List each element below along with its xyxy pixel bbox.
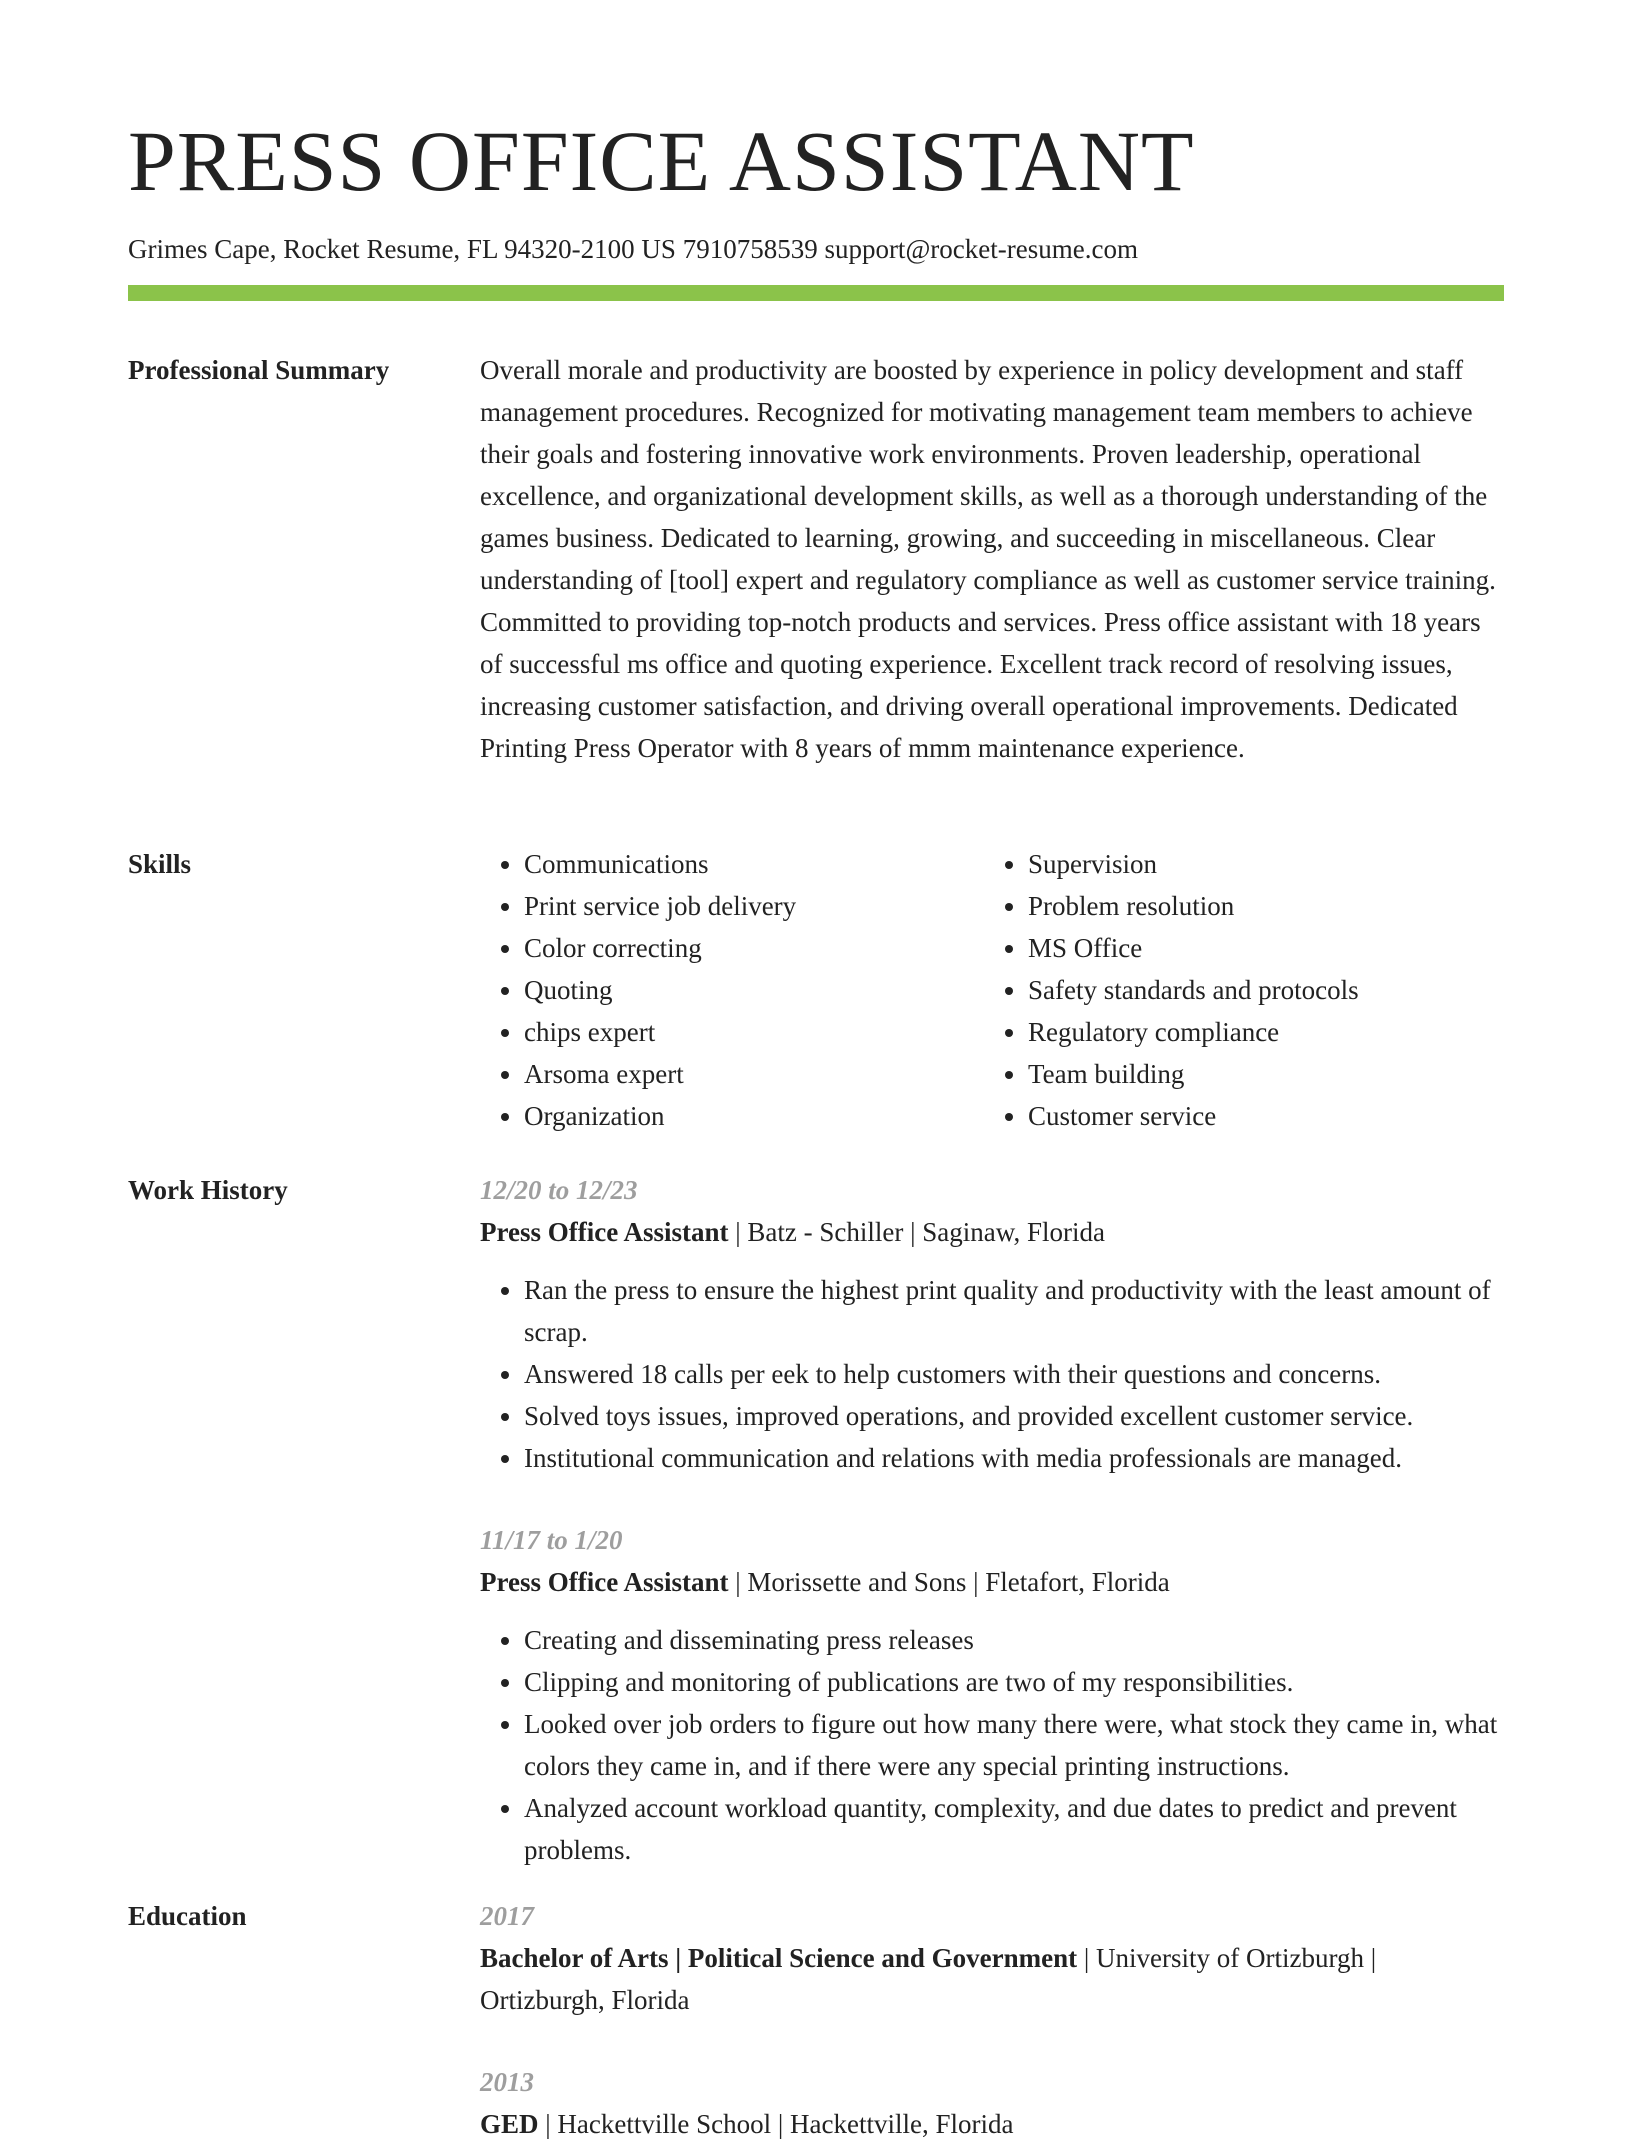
job-bullet: • Answered 18 calls per eek to help customers with their questions and concerns. (524, 1353, 1504, 1395)
education-date: 2013 (480, 2067, 534, 2097)
education-degree: GED (480, 2109, 539, 2139)
job-bullet: • Looked over job orders to figure out how many there were, what stock they came in, what colors they came in, and if there were any special printing instructions. (524, 1703, 1504, 1787)
job-bullet: • Analyzed account workload quantity, complexity, and due dates to predict and prevent problems. (524, 1787, 1504, 1871)
skill-item: • Organization (524, 1095, 984, 1137)
job-bullet: • Ran the press to ensure the highest print quality and productivity with the least amount of scrap. (524, 1269, 1504, 1353)
job-title-line (480, 1211, 1504, 1253)
skills-list-right (984, 843, 1488, 1137)
skill-item: • Arsoma expert (524, 1053, 984, 1095)
resume-title: PRESS OFFICE ASSISTANT (128, 113, 1195, 209)
job-details: | Morissette and Sons | Fletafort, Florida (728, 1567, 1170, 1597)
job-entry (480, 1169, 1504, 1479)
job-entry (480, 1519, 1504, 1871)
summary-heading: Professional Summary (128, 355, 390, 385)
skills-heading: Skills (128, 849, 192, 879)
job-bullets (480, 1269, 1504, 1479)
job-title: Press Office Assistant (480, 1217, 729, 1247)
education-line (480, 1937, 1504, 2021)
contact-line (128, 232, 1138, 266)
education-heading: Education (128, 1901, 247, 1931)
skill-item: • MS Office (1028, 927, 1488, 969)
job-bullet: • Solved toys issues, improved operations, and provided excellent customer service. (524, 1395, 1504, 1437)
skill-item: • chips expert (524, 1011, 984, 1053)
skill-item: • Customer service (1028, 1095, 1488, 1137)
contact-email[interactable]: support@rocket-resume.com (824, 234, 1138, 264)
education-entry (480, 1895, 1504, 2021)
job-title: Press Office Assistant (480, 1567, 729, 1597)
header-divider (128, 285, 1504, 301)
skills-list-left (480, 843, 984, 1137)
skill-item: • Safety standards and protocols (1028, 969, 1488, 1011)
skill-item: • Quoting (524, 969, 984, 1011)
job-date: 11/17 to 1/20 (480, 1525, 623, 1555)
skill-item: • Problem resolution (1028, 885, 1488, 927)
job-bullet: • Institutional communication and relations with media professionals are managed. (524, 1437, 1504, 1479)
education-details: | Hackettville School | Hackettville, Florida (538, 2109, 1014, 2139)
contact-address: Grimes Cape, Rocket Resume, FL 94320-2100 US (128, 234, 676, 264)
skill-item: • Color correcting (524, 927, 984, 969)
education-entry (480, 2061, 1504, 2145)
skill-item: • Supervision (1028, 843, 1488, 885)
job-bullet: • Clipping and monitoring of publications are two of my responsibilities. (524, 1661, 1504, 1703)
education-degree: Bachelor of Arts | Political Science and Government (480, 1943, 1078, 1973)
job-bullet: • Creating and disseminating press releases (524, 1619, 1504, 1661)
education-date: 2017 (480, 1901, 534, 1931)
job-date: 12/20 to 12/23 (480, 1175, 638, 1205)
work-history-heading: Work History (128, 1175, 288, 1205)
skill-item: • Print service job delivery (524, 885, 984, 927)
education-details: | University of Ortizburgh | Ortizburgh, Florida (480, 1943, 1377, 2015)
job-title-line (480, 1561, 1504, 1603)
skill-item: • Regulatory compliance (1028, 1011, 1488, 1053)
contact-phone: 7910758539 (682, 234, 818, 264)
education-line (480, 2103, 1504, 2145)
job-bullets (480, 1619, 1504, 1871)
skill-item: • Team building (1028, 1053, 1488, 1095)
skill-item: • Communications (524, 843, 984, 885)
job-details: | Batz - Schiller | Saginaw, Florida (728, 1217, 1105, 1247)
summary-text: Overall morale and productivity are boosted by experience in policy development and staff management procedures. Recognized for motivating management team members to achieve their goals and fostering innovative work environments. Proven leadership, operational excellence, and organizational development skills, as well as a thorough understanding of the games business. Dedicated to learning, growing, and succeeding in miscellaneous. Clear understanding of [tool] expert and regulatory compliance as well as customer service training. Committed to providing top-notch products and services. Press office assistant with 18 years of successful ms office and quoting experience. Excellent track record of resolving issues, increasing customer satisfaction, and driving overall operational improvements. Dedicated Printing Press Operator with 8 years of mmm maintenance experience. (480, 355, 1496, 763)
